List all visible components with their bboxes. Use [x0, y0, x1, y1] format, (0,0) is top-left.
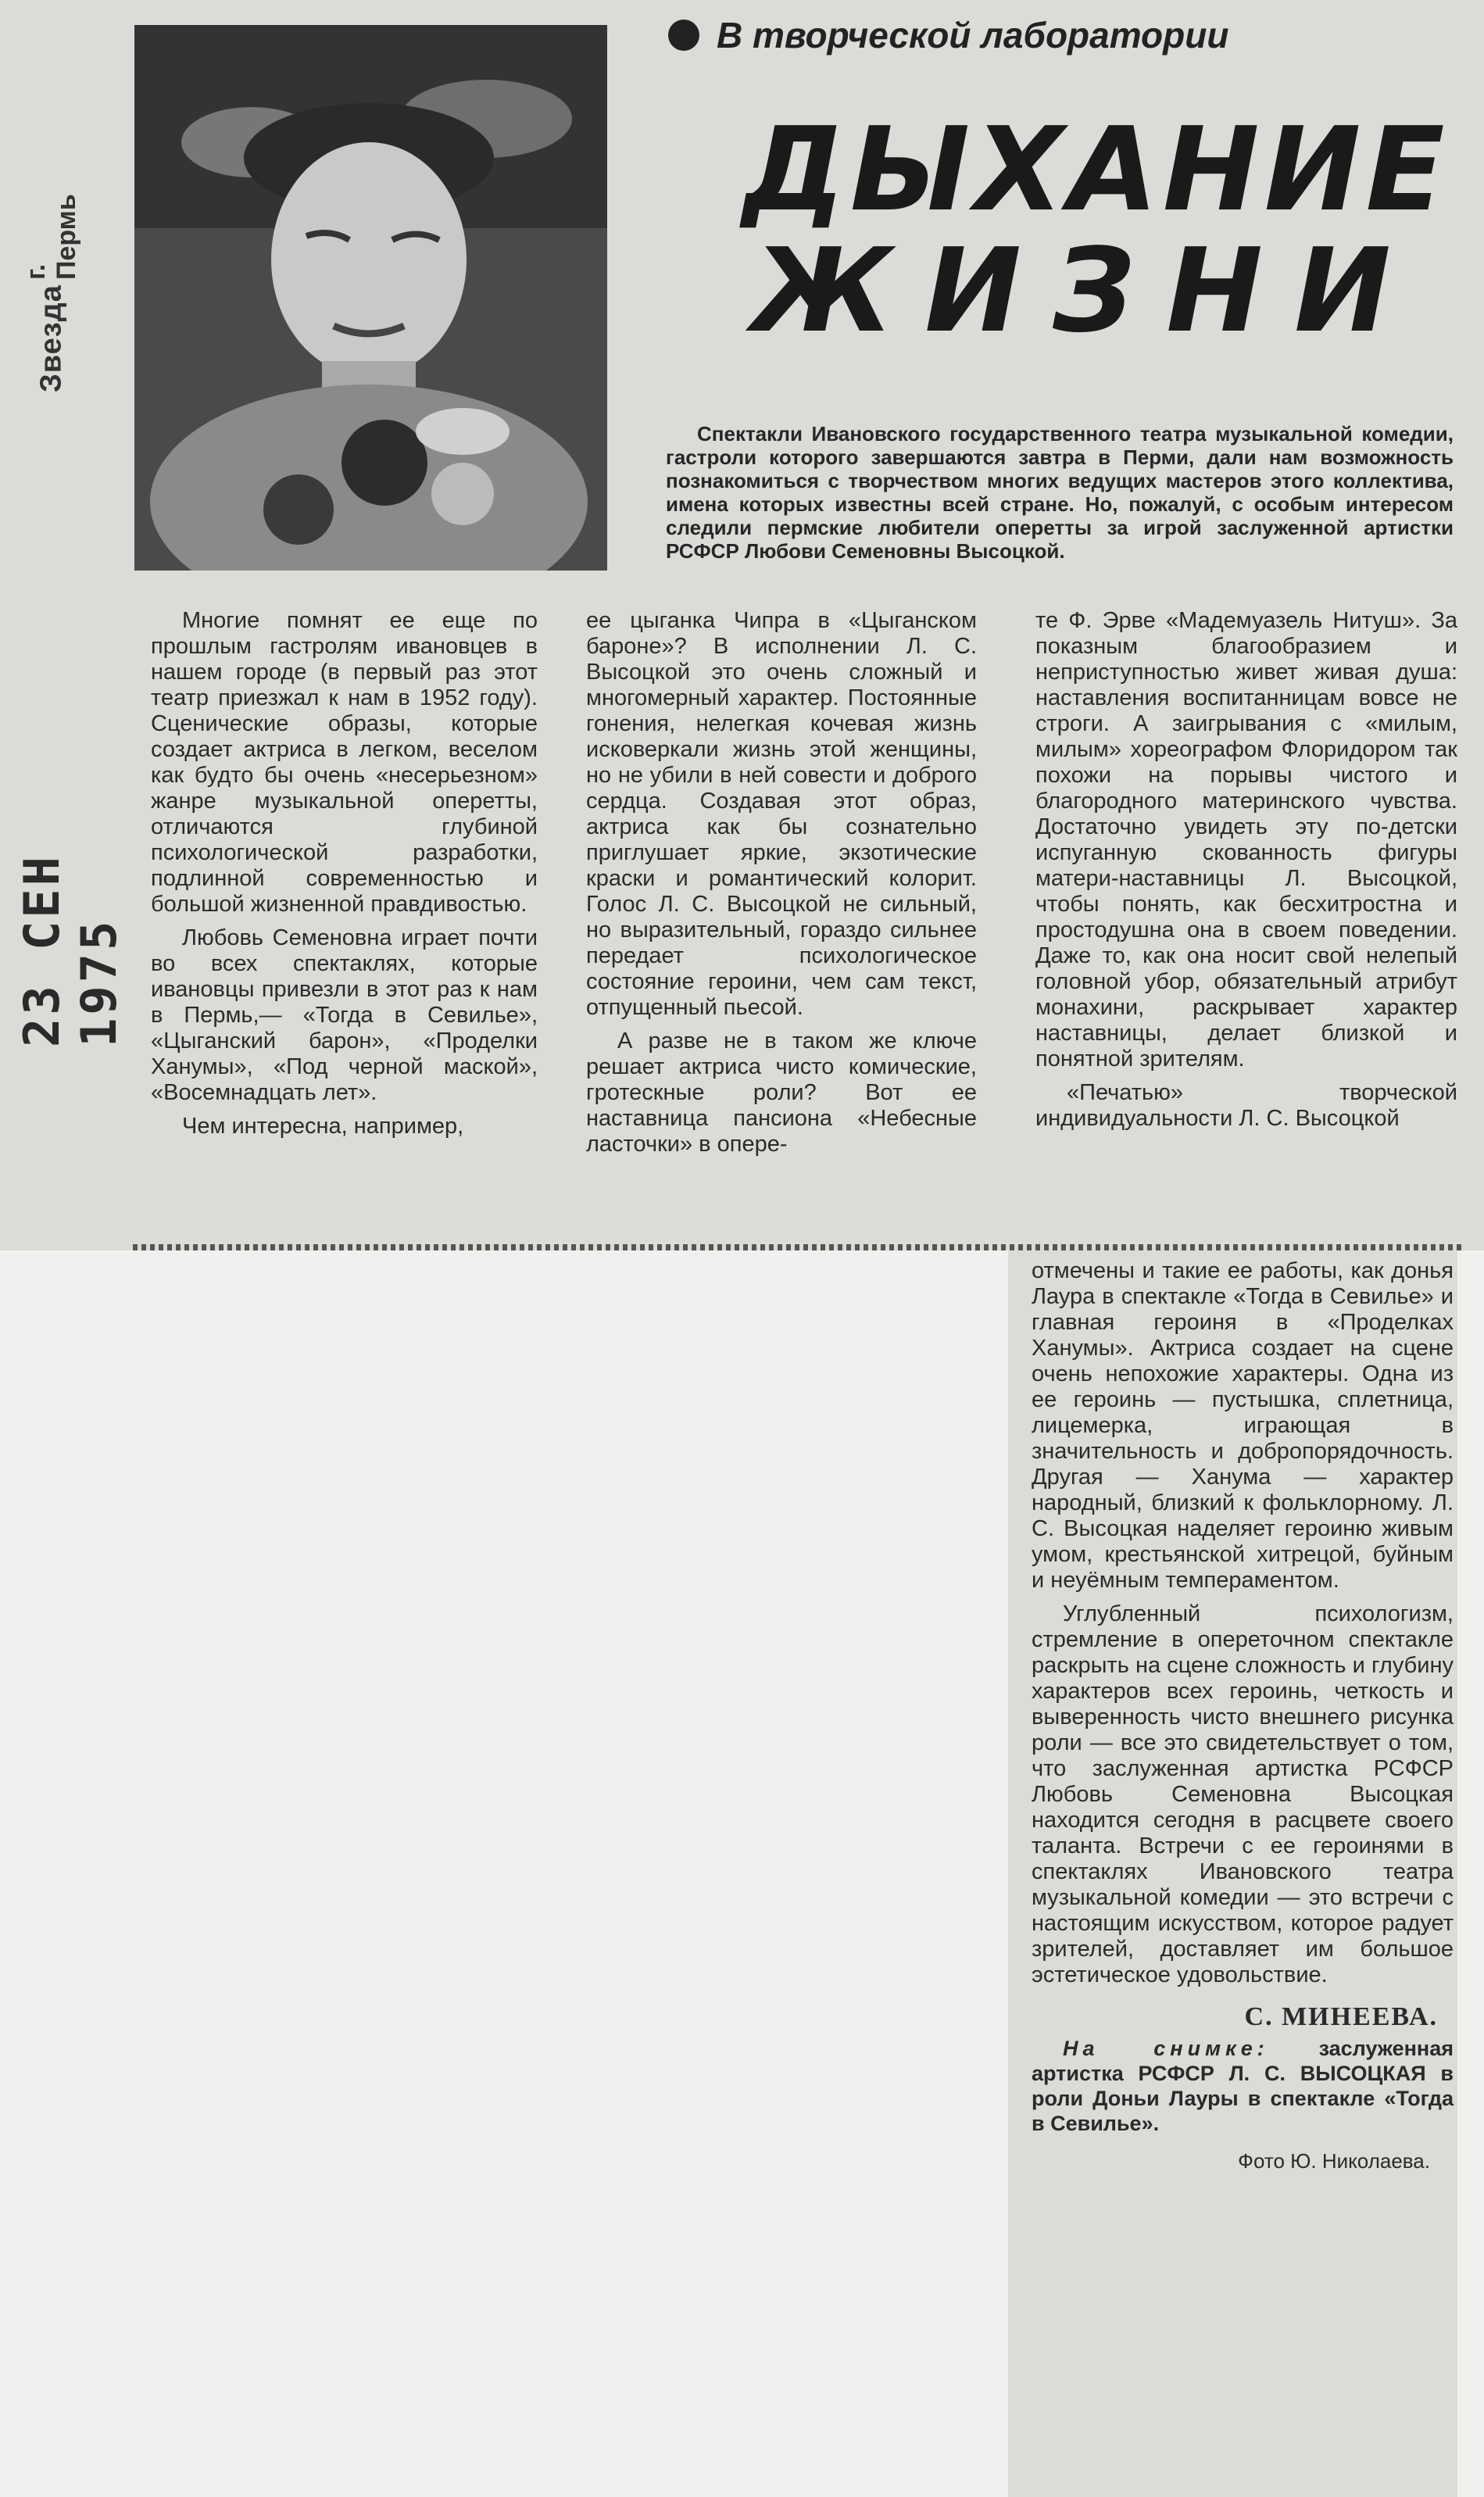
headline-line-2: ЖИЗНИ	[752, 224, 1422, 358]
caption-text: заслуженная артистка РСФСР Л. С. ВЫСОЦКАЯ в роли Доньи Лауры в спектакле «Тогда в Севилье».	[1032, 2037, 1454, 2135]
paragraph: отмечены и такие ее работы, как донья Лаура в спектакле «Тогда в Севилье» и главная героиня в «Проделках Ханумы». Актриса создает на сцене очень непохожие характеры. Одна из ее героинь — пустышка, сплетница, лицемерка, играющая в значительность и добропорядочность. Другая — Ханума — характер народный, близкий к фольклорному. Л. С. Высоцкая наделяет героиню живым умом, крестьянской хитрецой, буйным и неуёмным темпераментом.	[1032, 1258, 1454, 1593]
article-column-1	[151, 608, 538, 1147]
source-stamp	[5, 194, 98, 392]
face	[271, 142, 467, 377]
paragraph: те Ф. Эрве «Мадемуазель Нитуш». За показным благообразием и неприступностью живет живая душа: наставления воспитанницам вовсе не строги. А заигрывания с «милым, милым» хореографом Флоридором так похожи на порывы чистого и благородного материнского чувства. Достаточно увидеть эту по-детски испуганную скованность фигуры матери-наставницы Л. Высоцкой, чтобы понять, как бесхитростна и простодушна она в своем поведении. Даже то, как она носит свой нелепый головной убор, обязательный атрибут монахини, раскрывает характер наставницы, делает близкой и понятной зрителям.	[1035, 608, 1457, 1071]
headline-line-1: ДЫХАНИЕ	[742, 102, 1450, 237]
date-stamp: 23 СЕН 1975	[13, 853, 127, 1047]
photo-credit: Фото Ю. Николаева.	[1238, 2149, 1430, 2173]
bullet-icon	[668, 20, 699, 51]
lead-paragraph: Спектакли Ивановского государственного театра музыкальной комедии, гастроли которого завершаются завтра в Перми, дали нам возможность познакомиться с творчеством многих ведущих мастеров этого коллектива, имена которых известны всей стране. Но, пожалуй, с особым интересом следили пермские любители оперетты за игрой заслуженной артистки РСФСР Любови Семеновны Высоцкой.	[666, 422, 1454, 563]
paragraph: Углубленный психологизм, стремление в опереточном спектакле раскрыть на сцене сложность и глубину характеров всех героинь, четкость и выверенность чисто внешнего рисунка роли — все это свидетельствует о том, что заслуженная артистка РСФСР Любовь Семеновна Высоцкая находится сегодня в расцвете своего таланта. Встречи с ее героинями в спектаклях Ивановского театра музыкальной комедии — это встречи с настоящим искусством, которое радует зрителей, доставляет им большое эстетическое удовольствие.	[1032, 1601, 1454, 1987]
rubric	[668, 8, 1228, 63]
paragraph: ее цыганка Чипра в «Цыганском бароне»? В исполнении Л. С. Высоцкой это очень сложный и многомерный характер. Постоянные гонения, нелегкая кочевая жизнь исковеркали жизнь этой женщины, но не убили в ней совести и доброго сердца. Создавая этот образ, актриса как бы сознательно приглушает яркие, экзотические краски и романтический колорит. Голос Л. С. Высоцкой не сильный, но выразительный, гораздо сильнее передает психологическое состояние героини, чем сам текст, отпущенный пьесой.	[586, 608, 977, 1020]
cut-line	[133, 1244, 1461, 1250]
paragraph: «Печатью» творческой индивидуальности Л. С. Высоцкой	[1035, 1080, 1457, 1131]
photo-illustration	[134, 25, 607, 571]
paragraph: Чем интересна, например,	[182, 1114, 464, 1139]
caption-label: На снимке:	[1063, 2037, 1269, 2060]
city-name: г. Пермь	[21, 194, 81, 280]
paragraph: А разве не в таком же ключе решает актриса чисто комические, гротескные роли? Вот ее наставница пансиона «Небесные ласточки» в опере-	[586, 1028, 977, 1157]
rubric-title: В творческой лаборатории	[717, 15, 1229, 55]
paragraph: Многие помнят ее еще по прошлым гастролям ивановцев в нашем городе (в первый раз этот театр приезжал к нам в 1952 году). Сценические образы, которые создает актриса в легком, веселом как будто бы очень «несерьезном» жанре музыкальной оперетты, отличаются глубиной психологической разработки, подлинной современностью и большой жизненной правдивостью.	[151, 608, 538, 917]
article-column-4	[1032, 1258, 1454, 2174]
article-column-3	[1035, 608, 1457, 1139]
headline	[742, 102, 1450, 358]
photo-caption	[1032, 2036, 1454, 2136]
article-column-2	[586, 608, 977, 1165]
author-signature: С. МИНЕЕВА.	[1244, 2002, 1438, 2031]
actress-photo	[134, 25, 607, 571]
newspaper-name: Звезда	[34, 284, 68, 392]
paragraph: Любовь Семеновна играет почти во всех спектаклях, которые ивановцы привезли в этот раз к нам в Пермь,— «Тогда в Севилье», «Цыганский барон», «Проделки Ханумы», «Под черной маской», «Восемнадцать лет».	[151, 925, 538, 1105]
